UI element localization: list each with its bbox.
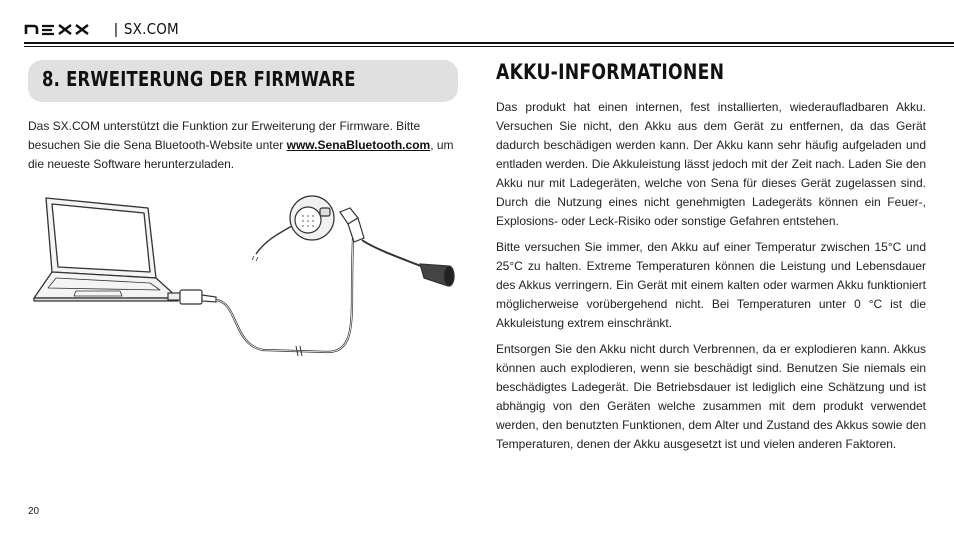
header-rule-thin (24, 46, 954, 47)
page-header (24, 18, 179, 40)
firmware-paragraph (28, 117, 458, 174)
battery-title: AKKU-INFORMATIONEN (496, 60, 725, 84)
firmware-text-after: , um die neueste Software herunterzuladen. (28, 138, 454, 171)
battery-section (496, 98, 926, 461)
laptop-usb-headset-illustration (28, 180, 468, 380)
firmware-text-before: Das SX.COM unterstützt die Funktion zur Erweiterung der Firmware. Bitte besuchen Sie die Sena Bluetooth-Website unter (28, 119, 421, 152)
headset-speaker (290, 196, 334, 240)
microphone-boom (362, 240, 426, 268)
header-title: SX.COM (123, 20, 179, 38)
section-heading-box (28, 60, 458, 102)
section-title: 8. ERWEITERUNG DER FIRMWARE (42, 67, 356, 91)
page-number: 20 (28, 506, 40, 517)
battery-paragraph: Bitte versuchen Sie immer, den Akku auf einer Temperatur zwischen 15°C und 25°C zu halten. Extreme Temperaturen können die Leistung und Lebensdauer des Akkus verringern. Ein Gerät mit einem kalten oder warmen Akku funktioniert möglicherweise vorübergehend nicht. Bei Temperaturen unter 0 °C ist die Akkuleistung extrem einschränkt. (496, 240, 926, 330)
battery-paragraph: Entsorgen Sie den Akku nicht durch Verbrennen, da er explodieren kann. Akkus können auch explodieren, wenn sie beschädigt sind. Benutzen Sie niemals ein beschädigtes Ladegerät. Die Betriebsdauer ist lediglich eine Schätzung und ist abhängig von den Geräten welche zusammen mit dem produkt verwendet werden, den benutzten Funktionen, dem Alter und Zustand des Akkus sowie den Temperaturen, denen der Akku ausgesetzt ist und vielen anderen Faktoren. (496, 342, 926, 451)
usb-plug (168, 290, 216, 304)
usb-cable (216, 220, 354, 352)
sena-website-link[interactable]: www.SenaBluetooth.com (286, 138, 431, 152)
header-rule (24, 42, 954, 44)
audio-connector (340, 208, 364, 242)
battery-paragraph: Das produkt hat einen internen, fest installierten, wiederaufladbaren Akku. Versuchen Sie nicht, den Akku aus dem Gerät zu entfernen, da das Gerät dadurch beschädigen werden kann. Der Akku kann sehr häufig aufgeladen und entladen werden. Die Akkuleistung lässt jedoch mit der Zeit nach. Laden Sie den Akku nur mit Ladegeräten, welche von Sena für dieses Gerät zugelassen sind. Durch die Nutzung eines nicht genehmigten Ladegeräts können ein Feuer-, Explosions- oder Leck-Risiko oder sonstige Gefahren entstehen. (496, 100, 926, 228)
microphone-head (420, 264, 454, 286)
speaker-wire (256, 226, 292, 254)
header-separator: | (114, 20, 118, 38)
nexx-logo (24, 22, 106, 36)
